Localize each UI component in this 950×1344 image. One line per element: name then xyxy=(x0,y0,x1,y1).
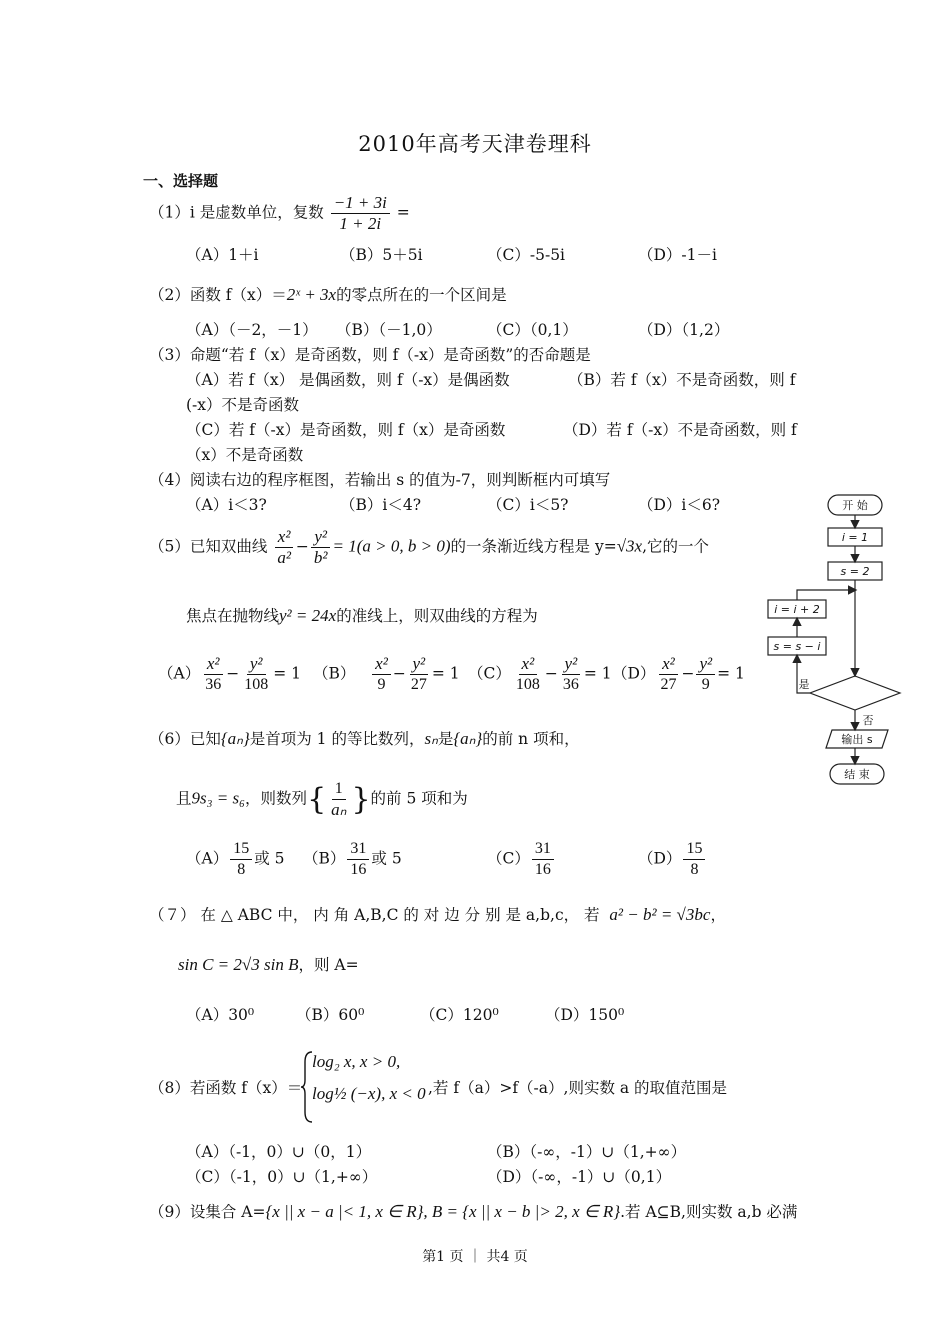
q8-option-b: （B）（-∞，-1）∪（1,+∞） xyxy=(487,1143,687,1161)
q5-a-label: （A） xyxy=(158,664,201,683)
q5-c-n2: y² xyxy=(562,655,581,675)
q6-b-den: 16 xyxy=(350,861,367,878)
q7-line2 xyxy=(178,953,359,975)
q6-an-2: {aₙ} xyxy=(453,729,483,748)
q8-case2: log½ (−x), x < 0 xyxy=(312,1084,426,1103)
q6-a-label: （A） xyxy=(186,849,229,868)
q6-d-den: 8 xyxy=(690,861,699,878)
q2-stem: （2）函数 f（x）＝ xyxy=(149,286,287,304)
q6-an: {aₙ} xyxy=(220,729,250,748)
q6-d-num: 15 xyxy=(683,840,705,860)
flow-inc-text: i = i + 2 xyxy=(774,603,820,616)
q1-denominator: 1 + 2i xyxy=(339,214,382,233)
q5-b-n1: x² xyxy=(372,655,391,675)
q5-a-eq: = 1 xyxy=(273,664,301,683)
q5-tail: ,它的一个 xyxy=(642,537,710,556)
question-4: （4）阅读右边的程序框图，若输出 s 的值为-7，则判断框内可填写 xyxy=(149,471,611,489)
question-7 xyxy=(149,903,726,925)
q5-d-label: （D） xyxy=(612,664,656,683)
q5-a-d2: 108 xyxy=(244,676,269,693)
q8-option-d: （D）（-∞，-1）∪（0,1） xyxy=(487,1168,672,1186)
q5-line2b: 的准线上，则双曲线的方程为 xyxy=(336,607,538,625)
q5-b-d2: 27 xyxy=(410,676,427,693)
q9-stem: （9）设集合 A= xyxy=(149,1203,266,1221)
q9-sets: {x || x − a |< 1, x ∈ R}, B = {x || x − b |> 2, x ∈ R} xyxy=(265,1202,621,1221)
q5-option-d: （D） $\frac{\text{x²}}{27}$ − $\frac{\text{y²}}{9}$ = 1 xyxy=(612,654,745,693)
q3-option-c: （C）若 f（-x）是奇函数，则 f（x）是奇函数 xyxy=(186,421,506,439)
flow-decision-node xyxy=(810,676,900,710)
q7-option-a: （A）30⁰ xyxy=(186,1006,255,1024)
q2-option-c: （C）（0,1） xyxy=(487,321,578,339)
q1-option-c: （C）-5-5i xyxy=(487,246,566,264)
q3-option-b: （B）若 f（x）不是奇函数，则 f xyxy=(568,371,796,389)
q5-stem: （5）已知双曲线 xyxy=(149,537,268,556)
q6-a-or: 或 5 xyxy=(254,849,285,868)
q5-asym: √3x xyxy=(616,536,643,556)
q5-c-label: （C） xyxy=(468,664,511,683)
q1-option-b: （B）5＋5i xyxy=(340,246,423,264)
q5-y2: y² xyxy=(311,528,330,548)
q5-d-d1: 27 xyxy=(660,676,677,693)
flowchart xyxy=(760,490,910,790)
page-footer: 第1 页 ｜ 共4 页 xyxy=(422,1249,528,1265)
flow-s2-text: s = 2 xyxy=(840,565,870,578)
q5-parabola: y² = 24x xyxy=(279,606,337,625)
q5-c-d1: 108 xyxy=(515,676,540,693)
q6-cond: 9s₃ = s₆ xyxy=(191,788,246,808)
q2-option-b: （B）（－1,0） xyxy=(336,321,442,339)
q7-comma: ， xyxy=(710,906,726,924)
section-heading: 一、选择题 xyxy=(143,172,219,190)
q6-d-label: （D） xyxy=(638,849,682,868)
q6-is: 是 xyxy=(437,730,454,748)
q6-line2 xyxy=(176,780,468,819)
q6-sn: sₙ xyxy=(424,729,438,748)
q7-option-c: （C）120⁰ xyxy=(420,1006,499,1024)
flow-yes-label: 是 xyxy=(798,678,810,691)
q5-d-n2: y² xyxy=(696,655,715,675)
q6-option-b xyxy=(303,840,402,879)
q1-stem: （1）i 是虚数单位，复数 xyxy=(149,203,324,222)
q7-cond: a² − b² = √3bc xyxy=(609,905,711,924)
q5-b-n2: y² xyxy=(410,655,429,675)
q8-stem: （8）若函数 f（x）＝ xyxy=(149,1079,303,1097)
q6-line2b: ，则数列 xyxy=(245,789,308,808)
q6-tail: 的前 n 项和， xyxy=(482,730,580,748)
question-2 xyxy=(149,283,507,305)
q5-d-d2: 9 xyxy=(701,676,710,693)
q3-option-d-cont: （x）不是奇函数 xyxy=(186,446,304,464)
q4-option-a: （A）i＜3? xyxy=(186,496,267,514)
q7-stem: （７） 在 △ ABC 中， 内 角 A,B,C 的 对 边 分 别 是 a,b,c， 若 xyxy=(149,906,600,924)
question-5: （5）已知双曲线 $\frac{\text{x²}}{\text{a²}}$ − $\frac{\text{y²}}{\text{b²}}$ = 1(a > 0, b > 0)的一条渐近线方程是 y=√3x,它的一个 xyxy=(149,527,710,567)
q5-c-d2: 36 xyxy=(562,676,579,693)
q5-x2: x² xyxy=(275,528,294,548)
q1-fraction xyxy=(331,194,390,233)
q6-b-label: （B） xyxy=(303,849,346,868)
q6-brace-left: { xyxy=(307,782,327,817)
q5-option-c: （C） $\frac{\text{x²}}{108}$ − $\frac{\text{y²}}{36}$ = 1 xyxy=(468,654,612,693)
q5-a-n2: y² xyxy=(247,655,266,675)
q1-option-a: （A）1＋i xyxy=(186,246,259,264)
q6-c-label: （C） xyxy=(487,849,530,868)
q6-recip-num: 1 xyxy=(332,780,346,800)
question-6 xyxy=(149,727,580,749)
q7-option-d: （D）150⁰ xyxy=(545,1006,625,1024)
flow-end-text: 结 束 xyxy=(844,768,870,781)
q6-b-or: 或 5 xyxy=(371,849,402,868)
flow-no-label: 否 xyxy=(862,714,874,727)
q8-option-a: （A）（-1，0）∪（0，1） xyxy=(186,1143,372,1161)
q5-d-eq: = 1 xyxy=(717,664,745,683)
q6-recip-den: aₙ xyxy=(331,800,347,819)
q8-case1: log₂ x, x > 0, xyxy=(312,1052,401,1071)
q1-option-d: （D）-1－i xyxy=(638,246,717,264)
q1-equals: = xyxy=(396,203,410,222)
q2-formula: 2ˣ + 3x xyxy=(286,285,337,304)
q5-a-n1: x² xyxy=(204,655,223,675)
q5-b2: b² xyxy=(313,548,328,567)
q5-line2 xyxy=(186,604,538,626)
q8-option-c: （C）（-1，0）∪（1,+∞） xyxy=(186,1168,378,1186)
q6-c-num: 31 xyxy=(532,840,554,860)
q2-tail: 的零点所在的一个区间是 xyxy=(336,286,507,304)
q3-option-d: （D）若 f（-x）不是奇函数，则 f xyxy=(563,421,797,439)
q3-option-a: （A）若 f（x） 是偶函数，则 f（-x）是偶函数 xyxy=(186,371,510,389)
q4-option-c: （C）i＜5? xyxy=(487,496,569,514)
q6-a-num: 15 xyxy=(230,840,252,860)
q5-b-d1: 9 xyxy=(377,676,386,693)
q6-brace-right: } xyxy=(351,782,371,817)
q5-option-b: （B） $\frac{\text{x²}}{9}$ − $\frac{\text{y²}}{27}$ = 1 xyxy=(313,654,460,693)
q4-option-b: （B）i＜4? xyxy=(340,496,422,514)
question-8 xyxy=(149,1050,302,1130)
q6-line2a: 且 xyxy=(176,789,192,808)
q5-d-n1: x² xyxy=(659,655,678,675)
flow-dec-text: s = s − i xyxy=(773,640,821,653)
q5-mid: 的一条渐近线方程是 y= xyxy=(450,537,617,556)
page-title: 2010年高考天津卷理科 xyxy=(358,132,592,156)
q5-c-eq: = 1 xyxy=(583,664,612,683)
q5-b-eq: = 1 xyxy=(431,664,460,683)
q3-option-b-cont: (-x）不是奇函数 xyxy=(186,396,300,414)
q6-mid: 是首项为 1 的等比数列， xyxy=(249,730,425,748)
q6-option-d xyxy=(638,840,707,879)
question-1 xyxy=(149,194,410,233)
q5-line2a: 焦点在抛物线 xyxy=(186,607,280,625)
q6-recip xyxy=(328,780,349,819)
q6-a-den: 8 xyxy=(237,861,246,878)
q2-option-d: （D）（1,2） xyxy=(638,321,730,339)
q6-line2c: 的前 5 项和为 xyxy=(370,789,468,808)
q7-sin-cond: sin C = 2√3 sin B xyxy=(178,955,299,974)
q6-b-num: 31 xyxy=(347,840,369,860)
q5-b-label: （B） xyxy=(313,664,356,683)
q5-frac-x xyxy=(274,528,294,567)
q6-c-den: 16 xyxy=(534,861,551,878)
q4-option-d: （D）i＜6? xyxy=(638,496,721,514)
q7-option-b: （B）60⁰ xyxy=(296,1006,365,1024)
q8-tail: ,若 f（a）>f（-a）,则实数 a 的取值范围是 xyxy=(428,1079,728,1097)
q5-a-d1: 36 xyxy=(205,676,222,693)
q5-c-n1: x² xyxy=(519,655,538,675)
flow-output-text: 输出 s xyxy=(841,733,873,746)
q5-frac-y xyxy=(311,528,331,567)
flow-i1-text: i = 1 xyxy=(841,531,869,544)
question-9 xyxy=(149,1200,797,1222)
question-3: （3）命题“若 f（x）是奇函数，则 f（-x）是奇函数”的否命题是 xyxy=(149,346,591,364)
q5-a2: a² xyxy=(277,548,291,567)
q5-cond: = 1(a > 0, b > 0) xyxy=(332,536,451,556)
flow-start-text: 开 始 xyxy=(842,499,868,512)
q7-line2b: ，则 A= xyxy=(298,956,359,974)
q1-numerator: −1 + 3i xyxy=(331,194,390,214)
q6-option-a xyxy=(186,840,285,879)
q5-option-a: （A） $\frac{\text{x²}}{36}$ − $\frac{\text{y²}}{108}$ = 1 xyxy=(158,654,301,693)
q6-option-c xyxy=(487,840,556,879)
q6-stem: （6）已知 xyxy=(149,730,221,748)
q9-tail: .若 A⊆B,则实数 a,b 必满 xyxy=(620,1203,798,1221)
q2-option-a: （A）（－2，－1） xyxy=(186,321,318,339)
